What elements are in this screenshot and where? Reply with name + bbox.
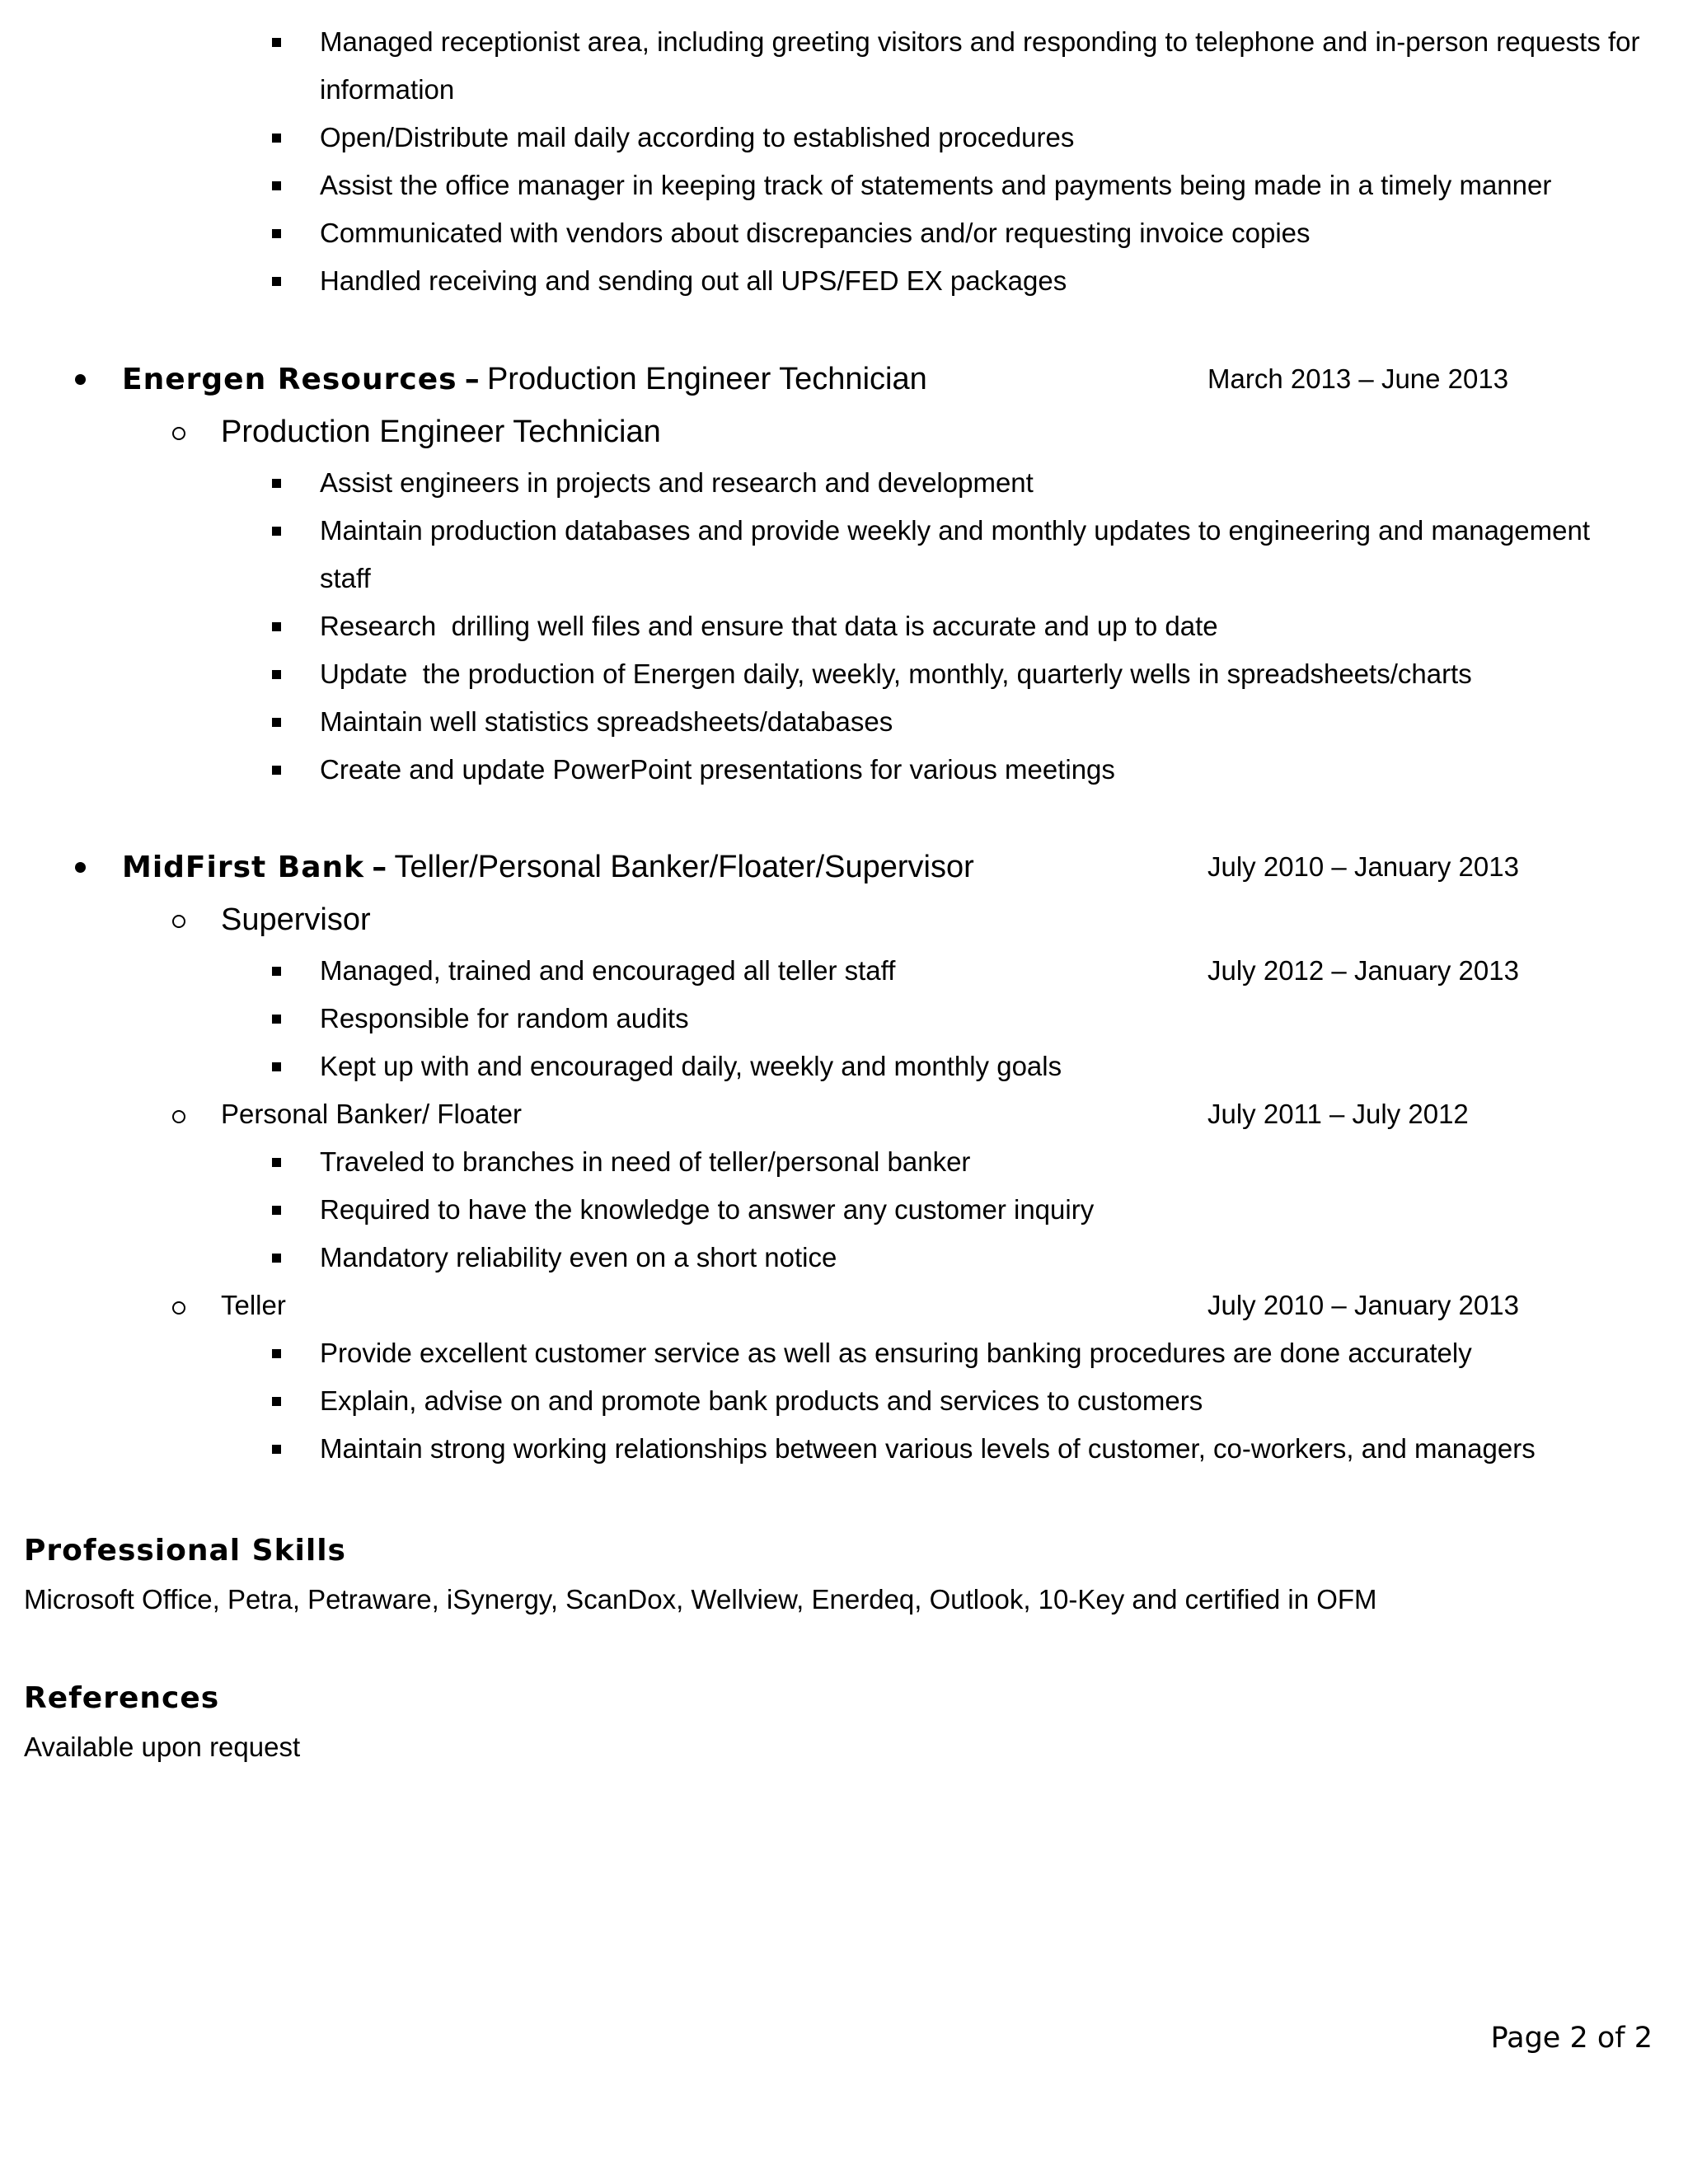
bullet-text: Responsible for random audits [320,1003,689,1033]
bullet-dates: July 2012 – January 2013 [1207,955,1519,986]
bullet-text: Handled receiving and sending out all UPS/FED EX packages [320,265,1067,296]
position-title: Personal Banker/ Floater [221,1099,523,1129]
bullet-text: Create and update PowerPoint presentations for various meetings [320,754,1115,785]
square-bullet-icon [272,1206,281,1215]
circle-bullet-icon [172,915,185,928]
square-bullet-icon [272,1254,281,1263]
page-number: Page 2 of 2 [1490,2022,1653,2055]
job-heading [122,842,974,893]
bullet-text: Research drilling well files and ensure that data is accurate and up to date [320,611,1218,641]
square-bullet-icon [272,38,281,47]
bullet-text-continued: information [320,74,455,105]
bullet-text: Mandatory reliability even on a short notice [320,1242,837,1272]
bullet-text-continued: staff [320,563,371,593]
bullet-text: Maintain well statistics spreadsheets/databases [320,706,893,737]
circle-bullet-icon [172,427,185,440]
square-bullet-icon [272,181,281,190]
square-bullet-icon [272,1349,281,1358]
square-bullet-icon [272,134,281,143]
bullet-text: Update the production of Energen daily, weekly, monthly, quarterly wells in spreadsheets/charts [320,658,1472,689]
square-bullet-icon [272,527,281,536]
position-title: Production Engineer Technician [221,415,661,449]
square-bullet-icon [272,766,281,775]
bullet-dot-icon [75,862,86,873]
references-text: Available upon request [24,1732,301,1762]
square-bullet-icon [272,1397,281,1406]
bullet-text: Maintain strong working relationships between various levels of customer, co-workers, and managers [320,1433,1536,1464]
square-bullet-icon [272,229,281,238]
bullet-text: Open/Distribute mail daily according to established procedures [320,122,1075,152]
bullet-text: Assist engineers in projects and research and development [320,467,1034,498]
bullet-text: Kept up with and encouraged daily, weekly and monthly goals [320,1051,1062,1081]
heading-dash: – [372,851,387,884]
job-role: Production Engineer Technician [486,362,927,396]
heading-dash: – [464,363,480,396]
bullet-text: Managed, trained and encouraged all teller staff [320,955,896,986]
company-name: Energen Resources [122,363,457,396]
bullet-text: Maintain production databases and provide weekly and monthly updates to engineering and management [320,515,1591,546]
job-dates: July 2010 – January 2013 [1207,851,1519,882]
bullet-dot-icon [75,374,86,385]
square-bullet-icon [272,1445,281,1454]
circle-bullet-icon [172,1301,185,1315]
square-bullet-icon [272,1015,281,1024]
square-bullet-icon [272,718,281,727]
skills-heading: Professional Skills [24,1534,346,1568]
square-bullet-icon [272,479,281,488]
position-title: Supervisor [221,902,371,937]
skills-text: Microsoft Office, Petra, Petraware, iSynergy, ScanDox, Wellview, Enerdeq, Outlook, 10-Key and certified in OFM [24,1584,1377,1615]
bullet-text: Explain, advise on and promote bank products and services to customers [320,1385,1203,1416]
bullet-text: Provide excellent customer service as well as ensuring banking procedures are done accurately [320,1338,1472,1368]
job-dates: March 2013 – June 2013 [1207,363,1509,394]
square-bullet-icon [272,622,281,631]
square-bullet-icon [272,1062,281,1071]
company-name: MidFirst Bank [122,851,365,884]
square-bullet-icon [272,277,281,286]
references-heading: References [24,1681,220,1715]
bullet-text: Traveled to branches in need of teller/personal banker [320,1146,971,1177]
bullet-text: Required to have the knowledge to answer any customer inquiry [320,1194,1095,1225]
position-title: Teller [221,1290,286,1320]
job-role: Teller/Personal Banker/Floater/Supervisor [394,850,974,884]
square-bullet-icon [272,670,281,679]
square-bullet-icon [272,1158,281,1167]
bullet-text: Communicated with vendors about discrepancies and/or requesting invoice copies [320,218,1311,248]
bullet-text: Managed receptionist area, including greeting visitors and responding to telephone and in-person requests for [320,26,1640,57]
job-heading [122,354,927,405]
position-dates: July 2010 – January 2013 [1207,1290,1519,1320]
square-bullet-icon [272,967,281,976]
circle-bullet-icon [172,1110,185,1123]
bullet-text: Assist the office manager in keeping track of statements and payments being made in a timely manner [320,170,1552,200]
position-dates: July 2011 – July 2012 [1207,1099,1469,1129]
